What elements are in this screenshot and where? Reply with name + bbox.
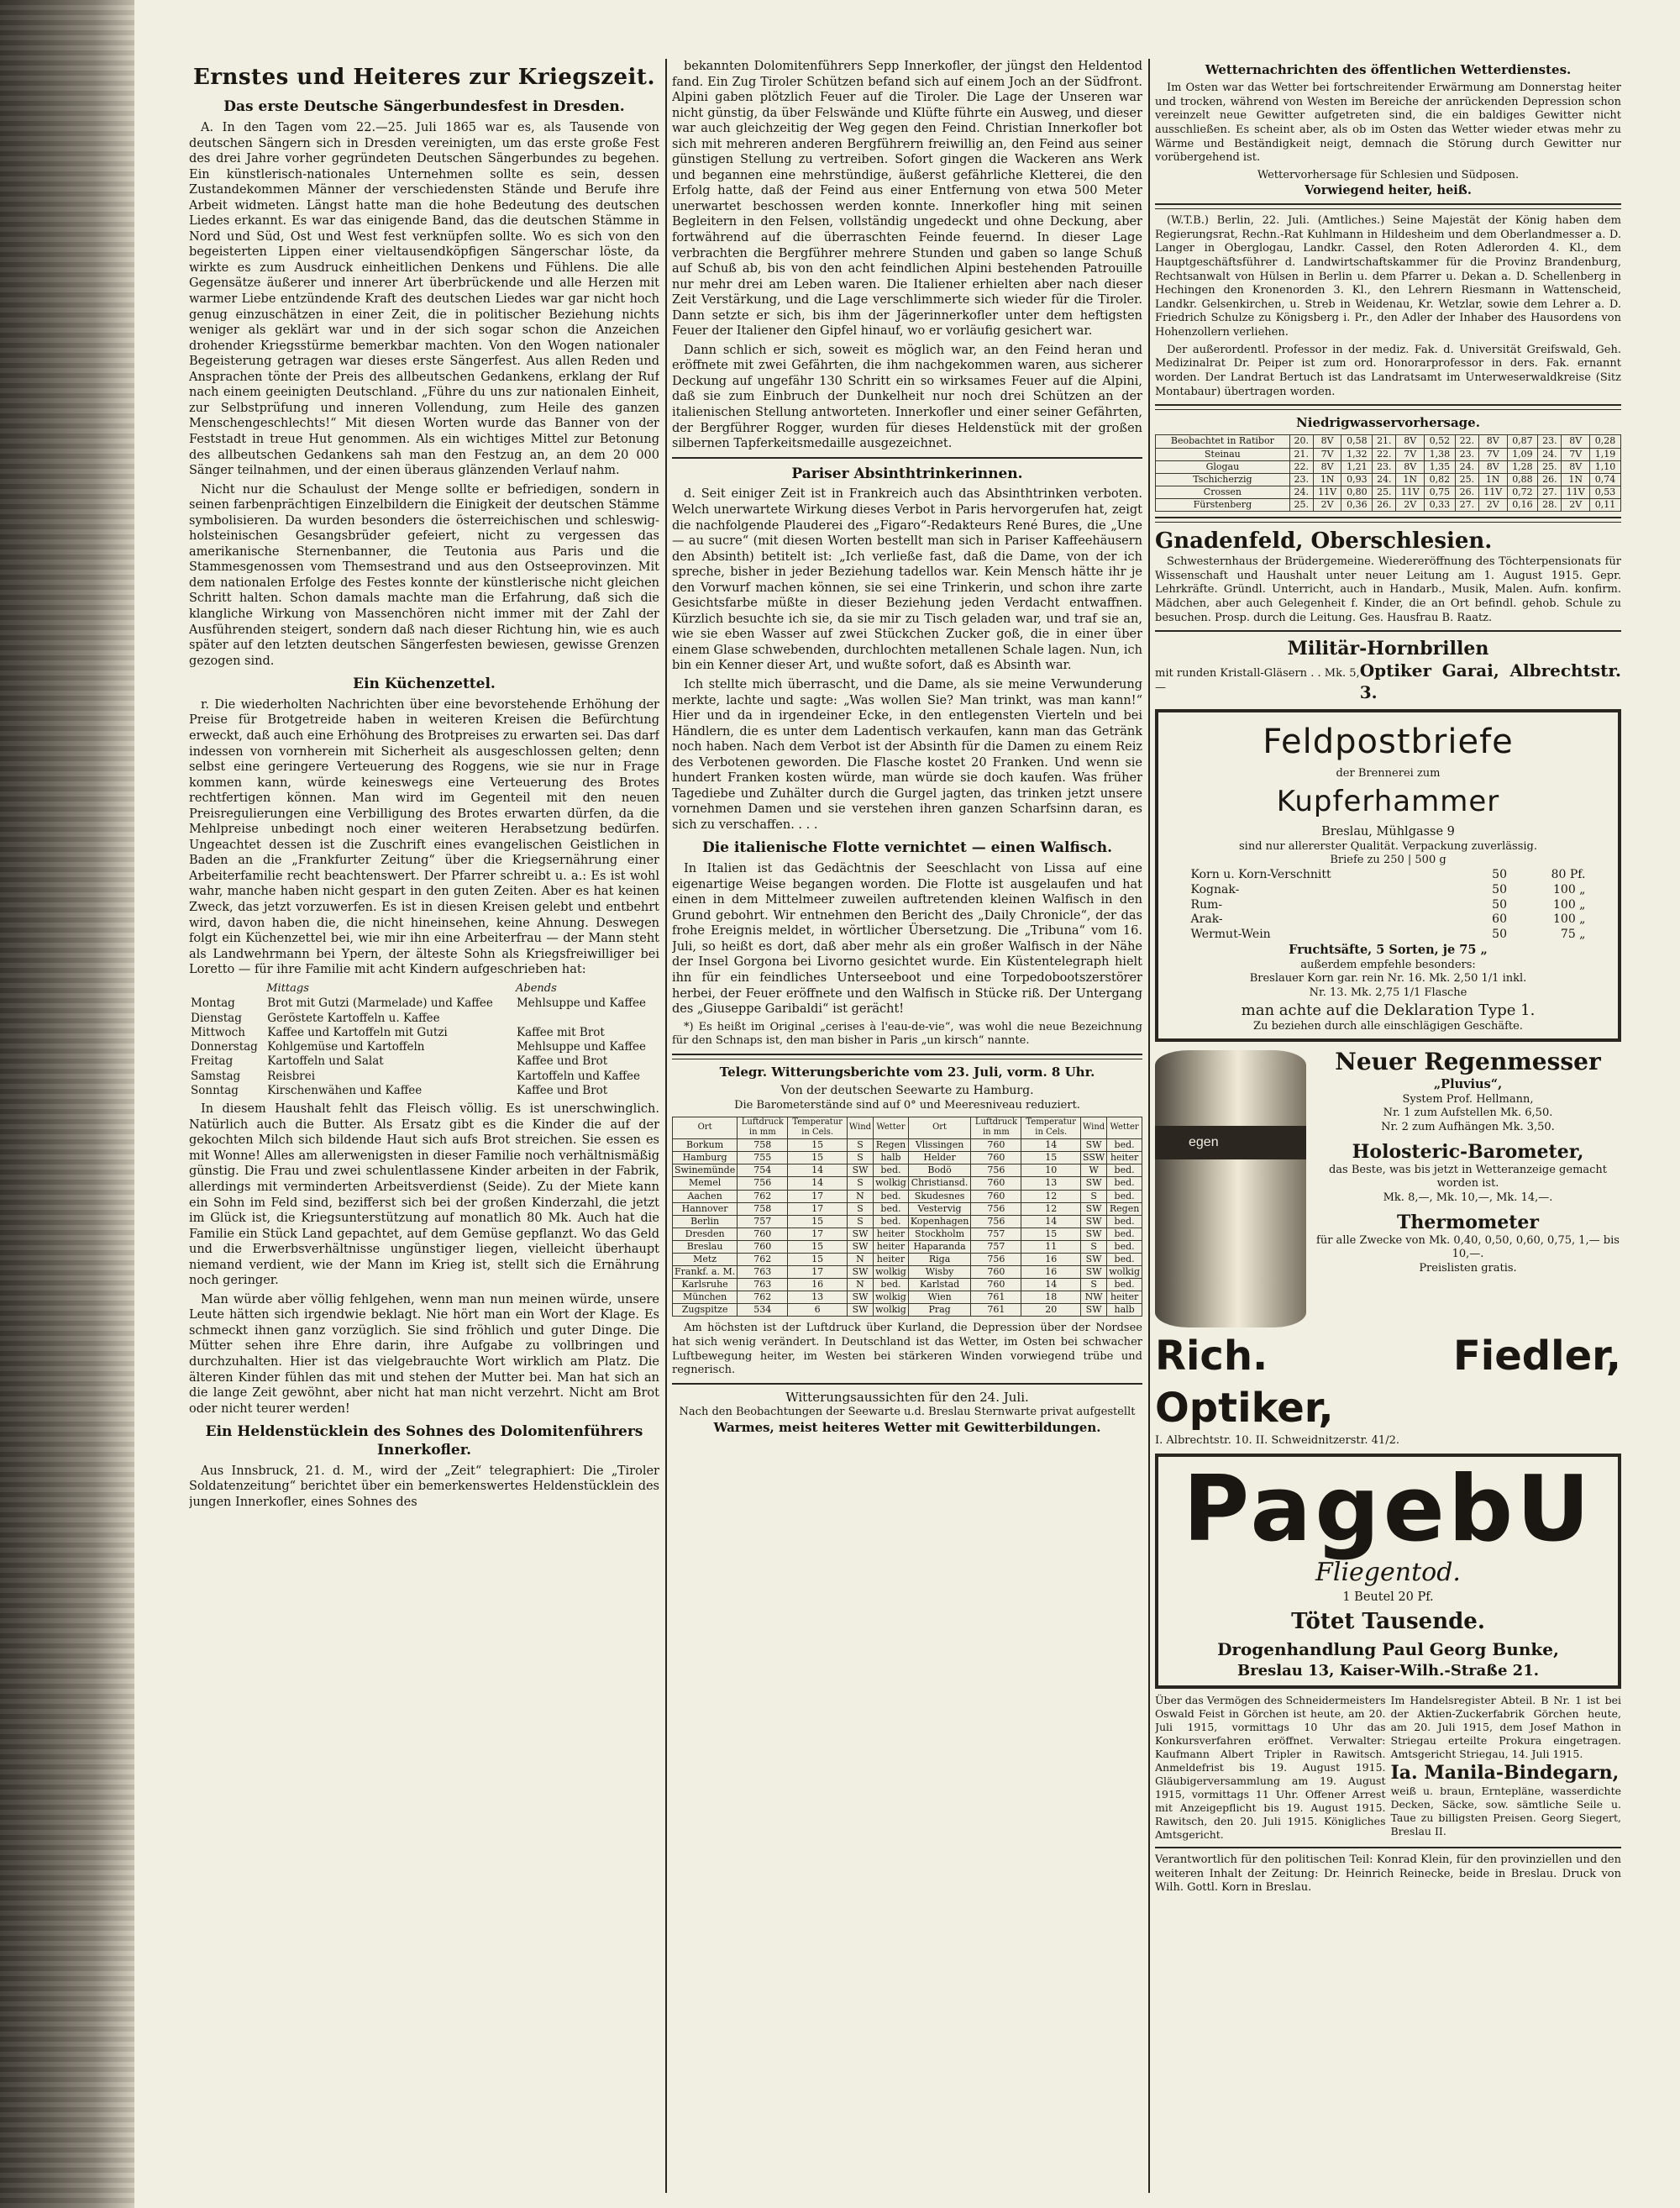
column-rule: [665, 59, 667, 2193]
thermometer-list: Preislisten gratis.: [1419, 1262, 1517, 1275]
price-row: Korn u. Korn-Verschnitt 50 80 Pf.: [1190, 867, 1586, 881]
menu-row: Dienstag Geröstete Kartoffeln u. Kaffee: [191, 1011, 440, 1025]
divider: [672, 1383, 1142, 1385]
menu-header: Mittags: [266, 981, 309, 995]
divider: [1155, 517, 1621, 523]
menu-row: Freitag Kartoffeln und Salat Kaffee und Brot: [191, 1054, 608, 1069]
price-row: Wermut-Wein 50 75 „: [1190, 928, 1586, 942]
feldpost-shop: Zu beziehen durch alle einschlägigen Geschäfte.: [1253, 1019, 1523, 1033]
legal-notice: Über das Vermögen des Schneidermeisters Oswald Feist in Görchen ist heute, am 20. Juli 1915, vormittags 10 Uhr das Konkursverfahren eröffnet. Verwalter: Kaufmann Albert Tripler in Rawitsch. Anmeldefrist bis 19. August 1915. Gläubigerversammlung am 19. August 1915, vormittags 11 Uhr. Offener Arrest mit Anzeigepflicht bis 19. August 1915. Rawitsch, den 20. Juli 1915. Königliches Amtsgericht.: [1155, 1694, 1386, 1842]
weather-row: Swinemünde 754 14 SW bed. Bodö 756 10 W bed.: [673, 1164, 1142, 1177]
fiedler-name: Rich. Fiedler, Optiker,: [1155, 1333, 1621, 1432]
column-rule: [1148, 59, 1150, 2193]
menu-row: Sonntag Kirschenwähen und Kaffee Kaffee und Brot: [191, 1083, 608, 1097]
article-heading: Das erste Deutsche Sängerbundesfest in Dresden.: [223, 98, 625, 116]
thermometer-title: Thermometer: [1397, 1211, 1539, 1233]
article-paragraph: Nicht nur die Schaulust der Menge sollte er befriedigen, sondern in seinen farbenprächtigen Einzelbildern die Einigkeit der deutschen Stämme symbolisieren. Da wurden besonders die österreichischen und schleswig-holsteinischen Gesangsbrüder gefeiert, nicht zu vergessen das amerikanische Sternenbanner, die Teutonia aus Paris und die Stammesgenossen vom Themsestrand und aus den Ostseeprovinzen. Mit dem nationalen Erfolge des Festes konnte der künstlerische nicht gleichen Schritt halten. Schon damals machte man die Erfahrung, daß sich die klangliche Wirkung von Massenchören nicht immer mit der Zahl der Ausführenden steigert, sondern daß nach dieser Richtung hin, wie es auch später auf den letzten deutschen Sängerfesten bewiesen, gewisse Grenzen gezogen sind.: [189, 482, 659, 668]
weather-row: Hamburg 755 15 S halb Helder 760 15 SSW heiter: [673, 1152, 1142, 1164]
article-heading: Ein Küchenzettel.: [353, 676, 496, 693]
feldpost-prices: [1188, 868, 1589, 944]
weather-news-text: Im Osten war das Wetter bei fortschreitender Erwärmung am Donnerstag heiter und trocken, während von Westen im Bereiche der anrückenden Depression schon vereinzelt neue Gewitter aufgetreten sind, die ein baldiges Gewitter nicht ausschließen. Es scheint aber, als ob im Osten das Wetter wieder etwas mehr zu Wärme und Beständigkeit neigt, demnach die Störung durch Gewitter nur vorübergehend ist.: [1155, 81, 1621, 165]
low-water-title: Niedrigwasservorhersage.: [1296, 415, 1480, 431]
menu-header: Abends: [515, 981, 557, 995]
weather-row: Breslau 760 15 SW heiter Haparanda 757 11 S bed.: [673, 1240, 1142, 1253]
barometer-title: Holosteric-Barometer,: [1352, 1140, 1584, 1163]
barometer-prices: Mk. 8,—, Mk. 10,—, Mk. 14,—.: [1383, 1191, 1553, 1205]
hornbrillen-title: Militär-Hornbrillen: [1287, 638, 1489, 660]
weather-row: Aachen 762 17 N bed. Skudesnes 760 12 S bed.: [673, 1190, 1142, 1202]
legal-notice: Im Handelsregister Abteil. B Nr. 1 ist bei der Aktien-Zuckerfabrik Görchen heute, am 20. Juli 1915, dem Josef Mathon in Striegau erteilte Prokura eingetragen. Amtsgericht Striegau, 14. Juli 1915.: [1390, 1694, 1621, 1761]
divider: [1155, 630, 1621, 632]
divider: [1155, 404, 1621, 410]
low-water-row: Tschicherzig 23. 1N 0,93 24. 1N 0,82 25. 1N 0,88 26. 1N 0,74: [1156, 473, 1621, 486]
menu-table: [189, 981, 659, 1098]
legal-notices: [1155, 1694, 1621, 1842]
weather-summary: Am höchsten ist der Luftdruck über Kurland, die Depression über der Nordsee hat sich wenig verändert. In Deutschland ist das Wetter, im Osten bei schwacher Luftbewegung heiter, im Westen bei stärkeren Winden vorwiegend trübe und regnerisch.: [672, 1322, 1142, 1377]
weather-row: Memel 756 14 S wolkig Christiansd. 760 13 SW bed.: [673, 1177, 1142, 1190]
hornbrillen-shop: Optiker Garai, Albrechtstr. 3.: [1359, 660, 1621, 703]
column-2: [672, 59, 1142, 2193]
low-water-row: Beobachtet in Ratibor 20. 8V 0,58 21. 8V 0,52 22. 8V 0,87 23. 8V 0,28: [1156, 435, 1621, 448]
official-notice: (W.T.B.) Berlin, 22. Juli. (Amtliches.) Seine Majestät der König haben dem Regierungsrat, Rechn.-Rat Kuhlmann in Hildesheim und dem Oberlandmesser a. D. Langer in Oberglogau, Landkr. Cassel, den Roten Adlerorden 4. Kl., dem Hauptgeschäftsführer d. Landwirtschaftskammer für die Provinz Brandenburg, Rechtsanwalt von Hülsen in Berlin u. dem Pfarrer u. Dekan a. D. Schellenberg in Hechingen den Kronenorden 3. Kl., den Lehrern Riesmann in Wattenscheid, Landkr. Gelsenkirchen, u. Streb in Weidenau, Kr. Wetzlar, sowie dem Lehrer a. D. Friedrich Schulze zu Königsberg i. Pr., den Adler der Inhaber des Hausordens von Hohenzollern verliehen.: [1155, 214, 1621, 339]
feldpost-title: Feldpostbriefe: [1263, 722, 1514, 761]
imprint: Verantwortlich für den politischen Teil: Konrad Klein, für den provinziellen und den weiteren Inhalt der Zeitung: Dr. Heinrich Reinecke, beide in Breslau. Druck von Wilh. Gottl. Korn in Breslau.: [1155, 1853, 1621, 1895]
low-water-table: [1155, 434, 1621, 511]
article-paragraph: Aus Innsbruck, 21. d. M., wird der „Zeit“ telegraphiert: Die „Tiroler Soldatenzeitung“ berichtet über ein bemerkenswertes Heldenstücklein des jungen Innerkofler, eines Sohnes des: [189, 1464, 659, 1509]
pagebu-logo: PagebU: [1183, 1456, 1593, 1562]
regenmesser-name: „Pluvius“,: [1433, 1077, 1503, 1092]
official-notice: Der außerordentl. Professor in der mediz. Fak. d. Universität Greifswald, Geh. Medizinalrat Dr. Peiper ist zum ord. Honorarprofessor in ders. Fak. ernannt worden. Der Landrat Bertuch ist das Landratsamt im Unterweserwaldkreise (Sitz Montabaur) übertragen worden.: [1155, 343, 1621, 398]
gnadenfeld-ad: [1155, 528, 1621, 625]
rain-gauge-image: egen: [1155, 1050, 1306, 1327]
low-water-row: Steinau 21. 7V 1,32 22. 7V 1,38 23. 7V 1,09 24. 7V 1,19: [1156, 448, 1621, 460]
weather-table: [672, 1117, 1142, 1317]
weather-row: Hannover 758 17 S bed. Vestervig 756 12 SW Regen: [673, 1202, 1142, 1215]
thermometer-text: für alle Zwecke von Mk. 0,40, 0,50, 0,60, 0,75, 1,— bis 10,—.: [1316, 1233, 1620, 1261]
weather-report-note: Die Barometerstände sind auf 0° und Meeresniveau reduziert.: [734, 1099, 1080, 1112]
manila-title: Ia. Manila-Bindegarn,: [1390, 1762, 1620, 1785]
weather-row: Zugspitze 534 6 SW wolkig Prag 761 20 SW halb: [673, 1304, 1142, 1317]
feldpost-cols: Briefe zu 250 | 500 g: [1330, 854, 1446, 867]
hornbrillen-price: mit runden Kristall-Gläsern . . Mk. 5,—: [1155, 667, 1360, 695]
article-heading: Ein Heldenstücklein des Sohnes des Dolomitenführers Innerkofler.: [205, 1423, 643, 1459]
weather-report-title: Telegr. Witterungsberichte vom 23. Juli, vorm. 8 Uhr.: [719, 1064, 1095, 1080]
feldpost-b1: Breslauer Korn gar. rein Nr. 16. Mk. 2,50 1/1 inkl.: [1249, 972, 1527, 986]
pagebu-subtitle: Fliegentod.: [1315, 1558, 1461, 1588]
feldpost-address: Breslau, Mühlgasse 9: [1321, 824, 1455, 839]
gnadenfeld-text: Schwesternhaus der Brüdergemeine. Wiedereröffnung des Töchterpensionats für Wissenschaft und Haushalt unter neuer Leitung am 1. August 1915. Gepr. Lehrkräfte. Gründl. Unterricht, auch in Handarb., Musik, Malen. Aufn. konfirm. Mädchen, aber auch Gelegenheit f. Kinder, die an Ort befindl. gehob. Schule zu besuchen. Prosp. durch die Leitung. Ges. Hausfrau B. Raatz.: [1155, 555, 1621, 624]
article-paragraph: d. Seit einiger Zeit ist in Frankreich auch das Absinthtrinken verboten. Welch unerwartete Wirkung dieses Verbot in Paris hervorgerufen hat, zeigt die nachfolgende Plauderei des „Figaro“-Redakteurs René Bures, die „Une — au sucre“ (mit diesen Worten bestellt man sich in Pariser Kaffeehäusern den Absinth) betitelt ist: „Ich verließe fast, daß die Dame, von der ich spreche, bisher in jeder Beziehung tadellos war. Kein Mensch hätte ihr je den Vorwurf machen können, sie sei eine Trinkerin, und schon ihre zarte Gesichtsfarbe müßte in dieser Beziehung jeden Verdacht entwaffnen. Kürzlich besuchte ich sie, da sie mir zu Tisch geladen war, und traf sie an, wie sie eben Wasser auf zwei Stückchen Zucker goß, die in einer über einem Glase schwebenden, durchlochten metallenen Schale lagen. Nun, ich bin ein Kenner dieser Art, und wußte sofort, daß es Absinth war.: [672, 487, 1142, 673]
menu-row: Montag Brot mit Gutzi (Marmelade) und Kaffee Mehlsuppe und Kaffee: [191, 996, 647, 1011]
article-paragraph: bekannten Dolomitenführers Sepp Innerkofler, der jüngst den Heldentod fand. Ein Zug Tiroler Schützen befand sich auf einem Joch an der Südfront. Alpini gaben plötzlich Feuer auf die Tiroler. Die Lage der Unseren war nicht günstig, da über Felswände und Klüfte führte ein Ausweg, und dieser war auch gleichzeitig der Weg gegen den Feind. Christian Innerkofler bot sich mit mehreren anderen Bergführern freiwillig an, den Feind aus seiner günstigen Stellung zu vertreiben. Sofort gingen die Wackeren ans Werk und begannen eine mehrstündige, äußerst gefährliche Kletterei, die den Erfolg hatte, daß der Feind aus einer Entfernung von etwa 500 Meter unerwartet beschossen werden konnte. Innerkofler hing mit seinen Begleitern in den Felsen, vollständig ungedeckt und ohne Deckung, aber fortwährend auf die überraschten Feinde feuernd. In dieser Lage verbrachten die Bergführer mehrere Stunden und gaben so lange Schuß auf Schuß ab, bis von den acht feindlichen Alpini bestehenden Patrouille nur mehr drei am Leben waren. Die Italiener erhielten aber nach dieser Zeit Verstärkung, und die Lage verschlimmerte sich wieder für die Tiroler. Dann setzte er sich, bis ihm der Jägerinnerkofler unter dem heftigsten Feuer der Italiener den Gipfel hinauf, wo er vorläufig gesichert war.: [672, 60, 1142, 339]
weather-row: Metz 762 15 N heiter Riga 756 16 SW bed.: [673, 1253, 1142, 1265]
fiedler-address: I. Albrechtstr. 10. II. Schweidnitzerstr. 41/2.: [1155, 1434, 1399, 1448]
feldpost-fruit: Fruchtsäfte, 5 Sorten, je 75 „: [1289, 943, 1488, 958]
weather-row: München 762 13 SW wolkig Wien 761 18 NW heiter: [673, 1291, 1142, 1304]
weather-report-subtitle: Von der deutschen Seewarte zu Hamburg.: [780, 1084, 1034, 1098]
manila-text: weiß u. braun, Erntepläne, wasserdichte Decken, Säcke, sow. sämtliche Seile u. Taue zu billigsten Preisen. Georg Siegert, Breslau II.: [1390, 1785, 1621, 1838]
feldpost-name: Kupferhammer: [1276, 785, 1500, 819]
feldpost-note: sind nur allererster Qualität. Verpackung zuverlässig.: [1239, 839, 1537, 853]
fiedler-ad: [1155, 1047, 1621, 1448]
regenmesser-system: System Prof. Hellmann,: [1402, 1092, 1534, 1106]
feldpost-subtitle: der Brennerei zum: [1336, 766, 1441, 780]
low-water-row: Crossen 24. 11V 0,80 25. 11V 0,75 26. 11V 0,72 27. 11V 0,53: [1156, 486, 1621, 498]
page-title: Ernstes und Heiteres zur Kriegszeit.: [193, 65, 655, 90]
divider: [1155, 1847, 1621, 1848]
article-paragraph: r. Die wiederholten Nachrichten über eine bevorstehende Erhöhung der Preise für Brotgetreide haben in weiteren Kreisen die Befürchtung erweckt, daß auch eine Erhöhung des Brotpreises zu erwarten sei. Das darf indessen von vornherein mit Sicherheit als ausgeschlossen gelten; denn selbst eine geringere Verteuerung des Roggens, wie sie nur in Frage kommen kann, würde keineswegs eine Verteuerung des Brotes rechtfertigen können. Man wird im Gegenteil mit den neuen Preisregulierungen eine Verbilligung des Brotes erwarten dürfen, da die Mehlpreise unbedingt noch einer weiteren Herabsetzung bedürfen. Ungeachtet dessen ist die Zuschrift eines evangelischen Geistlichen in Baden an die „Frankfurter Zeitung“ über die Kriegsernährung einer Arbeiterfamilie recht beachtenswert. Der Pfarrer schreibt u. a.: Es ist wohl wahr, manche haben nicht gespart in den guten Zeiten. Aber es hat keinen Zweck, das jetzt vorzuwerfen. Es ist in diesen Kreisen gelebt und entbehrt wird, davon haben die, die nicht hineinsehen, keine Ahnung. Deswegen folgt ein Küchenzettel bei, wie mir ihn eine Arbeiterfrau — der Mann steht als Landwehrmann bei Ypern, der älteste Sohn als Kriegsfreiwilliger bei Loretto — für ihre Familie mit acht Kindern aufgeschrieben hat:: [189, 697, 659, 977]
low-water-row: Glogau 22. 8V 1,21 23. 8V 1,35 24. 8V 1,28 25. 8V 1,10: [1156, 460, 1621, 473]
price-row: Rum- 50 100 „: [1190, 897, 1586, 912]
low-water-row: Fürstenberg 25. 2V 0,36 26. 2V 0,33 27. 2V 0,16 28. 2V 0,11: [1156, 498, 1621, 511]
gnadenfeld-title: Gnadenfeld, Oberschlesien.: [1155, 528, 1493, 554]
article-heading: Pariser Absinthtrinkerinnen.: [791, 465, 1023, 482]
weather-header-row: Ort Luftdruck in mm Temperatur in Cels. Wind Wetter Ort Luftdruck in mm Temperatur in Cels. Wind Wetter: [673, 1117, 1142, 1139]
article-paragraph: In Italien ist das Gedächtnis der Seeschlacht von Lissa auf eine eigenartige Weise begangen worden. Die Flotte ist ausgelaufen und hat einen in dem Mittelmeer zuweilen auftretenden kleinen Walfisch in den Grund gebohrt. Wir entnehmen den Bericht des „Daily Chronicle“, der das frohe Ereignis meldet, in wörtlicher Übersetzung. Die „Tribuna“ vom 16. Juli, so heißt es dort, daß aber mehr als ein großer Walfisch in der Nähe der Insel Gorgona bei Livorno gesichtet wurde. Ein Küstentelegraph hielt ihn für ein feindliches Unterseeboot und eine Torpedobootszerstörer herbei, der Feuer eröffnete und den Walfisch in Stücke riß. Der Untergang des „Giuseppe Garibaldi“ ist gerächt!: [672, 862, 1142, 1017]
pagebu-price: 1 Beutel 20 Pf.: [1342, 1590, 1434, 1604]
menu-row: Donnerstag Kohlgemüse und Kartoffeln Mehlsuppe und Kaffee: [191, 1040, 647, 1054]
forecast-source: Nach den Beobachtungen der Seewarte u.d. Breslau Sternwarte privat aufgestellt: [679, 1406, 1136, 1419]
forecast-title: Witterungsaussichten für den 24. Juli.: [785, 1389, 1029, 1405]
regenmesser-price-1: Nr. 1 zum Aufstellen Mk. 6,50.: [1383, 1107, 1553, 1120]
article-paragraph: Dann schlich er sich, soweit es möglich war, an den Feind heran und eröffnete mit zwei Gefährten, die ihm nachgekommen waren, aus sicherer Deckung auf ungefähr 130 Schritt ein so wirksames Feuer auf die Alpini, daß sie zum Einbruch der Dunkelheit nur noch drei Schützen an der italienischen Stellung antworteten. Innerkofler und einer seiner Gefährten, der Bergführer Rogger, wurden für dieses Heldenstück mit der großen silbernen Tapferkeitsmedaille ausgezeichnet.: [672, 343, 1142, 451]
weather-row: Berlin 757 15 S bed. Kopenhagen 756 14 SW bed.: [673, 1215, 1142, 1228]
article-paragraph: A. In den Tagen vom 22.—25. Juli 1865 war es, als Tausende von deutschen Sängern sich in Dresden vereinigten, um das erste große Fest des drei Jahre vorher gegründeten Deutschen Sängerbundes zu begehen. Ein künstlerisch-nationales Unternehmen sollte es sein, dessen Zustandekommen Männer der verschiedensten Stände und Berufe ihre Arbeit widmeten. Längst hatte man die hohe Bedeutung des deutschen Liedes erkannt. Es war das einigende Band, das die deutschen Stämme in Nord und Süd, Ost und West fest verknüpfen sollte. Wo es sich von den begeisterten Lippen einer vieltausendköpfigen Sängerschar löste, da wirkte es zum Ausdruck einheitlichen Denkens und Fühlens. Die alle Gegensätze äußerer und innerer Art überbrückende und alle Herzen mit warmer Liebe entzündende Kraft des deutschen Liedes war gar nicht hoch genug einzuschätzen in einer Zeit, die in politischer Beziehung nichts weniger als geklärt war und in der sich sogar schon die Anzeichen drohender Kriegsstürme bemerkbar machten. Von den Wogen nationaler Begeisterung getragen war dieses erste Sängerfest. Aus allen Reden und Ansprachen tönte der Preis des allbeutschen Gedankens, erklang der Ruf nach einem geeinigten Deutschland. „Führe du uns zur nationalen Einheit, zur Selbstprüfung und inneren Vollendung, zum Heile des ganzen Menschengeschlechts!“ Mit diesen Worten wurde das Banner von der Feststadt in treue Hut genommen. Als ein wichtiges Mittel zur Betonung des allbeutschen Gedankens sah man den Festzug an, an dem 20 000 Sänger teilnahmen, und der einen überaus glänzenden Verlauf nahm.: [189, 121, 659, 478]
pagebu-address: Breslau 13, Kaiser-Wilh.-Straße 21.: [1237, 1662, 1539, 1680]
hornbrillen-ad: [1155, 637, 1621, 703]
weather-row: Borkum 758 15 S Regen Vlissingen 760 14 SW bed.: [673, 1139, 1142, 1152]
divider: [1155, 203, 1621, 209]
weather-news-title: Wetternachrichten des öffentlichen Wetterdienstes.: [1205, 62, 1572, 77]
article-paragraph: In diesem Haushalt fehlt das Fleisch völlig. Es ist unerschwinglich. Natürlich auch die Butter. Als Ersatz gibt es die Kinder die auf der gekochten Milch sich bildende Haut sich aufs Brot streichen. Sie essen es mit Wonne! Alles am allerwenigsten in dieser Familie noch verhältnismäßig günstig. Die Frau und zwei schulentlassene Kinder arbeiten in der Fabrik, allerdings mit verminderten Arbeitsverdienst (Seide). Zu der Miete kann ein Sohn im Feld sind, bezifferst sich bei der großen Kinderzahl, die jetzt im Glück ist, die Kriegsunterstützung auf monatlich 80 Mk. Auch hat die Familie ein Stück Land gepachtet, auf dem Gemüse gepflanzt. Wo das Geld und die Erwerbsverhältnisse ungünstiger liegen, vielleicht überhaupt niemand verdient, wie der Mann im Krieg ist, stellt sich die Ernährung noch geringer.: [189, 1102, 659, 1288]
weather-news-forecast-label: Wettervorhersage für Schlesien und Südposen.: [1257, 168, 1520, 181]
feldpost-warning: man achte auf die Deklaration Type 1.: [1241, 1001, 1536, 1019]
footnote: *) Es heißt im Original „cerises à l'eau-de-vie“, was wohl die neue Bezeichnung für den Schnaps ist, den man bisher in Paris „un kirsch“ nannte.: [672, 1020, 1142, 1048]
price-row: Kognak- 50 100 „: [1190, 882, 1586, 896]
column-3: [1155, 59, 1621, 2193]
menu-header: [189, 981, 265, 997]
weather-row: Karlsruhe 763 16 N bed. Karlstad 760 14 S bed.: [673, 1279, 1142, 1291]
regenmesser-price-2: Nr. 2 zum Aufhängen Mk. 3,50.: [1381, 1120, 1555, 1133]
divider: [672, 1054, 1142, 1059]
weather-news-forecast: Vorwiegend heiter, heiß.: [1305, 182, 1472, 197]
menu-row: Mittwoch Kaffee und Kartoffeln mit Gutzi Kaffee mit Brot: [191, 1025, 605, 1039]
divider: [672, 457, 1142, 459]
article-paragraph: Man würde aber völlig fehlgehen, wenn man nun meinen würde, unsere Leute hätten sich irgendwie beklagt. Nie hört man ein Wort der Klage. Es schmeckt ihnen ganz vorzüglich. Sie sind fröhlich und guter Dinge. Die Mütter sehen ihre Ehre darin, ihre Aufgabe zu vollbringen und durchzuhalten. Hier ist das vielgebrauchte Wort wirklich am Platz. Die älteren Kinder fühlen das mit und stehen der Mutter bei. Man hat sich an die lange Zeit gewöhnt, aber nicht hat man nicht verzehrt. Nicht am Brot oder nicht teurer werden!: [189, 1292, 659, 1416]
weather-row: Frankf. a. M. 763 17 SW wolkig Wisby 760 16 SW wolkig: [673, 1266, 1142, 1279]
feldpost-also: außerdem empfehle besonders:: [1300, 958, 1476, 971]
barometer-text: das Beste, was bis jetzt in Wetteranzeige gemacht worden ist.: [1328, 1163, 1608, 1191]
article-paragraph: Ich stellte mich überrascht, und die Dame, als sie meine Verwunderung merkte, lachte und sagte: „Was wollen Sie? Man trinkt, was man kann!“ Hier und da in irgendeiner Ecke, in den entlegensten Vierteln und bei Händlern, die es unter dem Ladentisch verkaufen, kann man das Getränk noch haben. Nach dem Verbot ist der Absinth für die Damen zu einem Reiz des Verbotenen geworden. Die Flasche kostet 20 Franken. Und wenn sie hundert Franken kosten würde, man würde sie doch kaufen. Was früher Tagediebe und Zuhälter durch die Gurgel jagten, das trinken jetzt unsere vornehmen Damen und sie verstehen ihren ganzen Scharfsinn daran, es sich zu verschaffen. . . .: [672, 677, 1142, 832]
forecast-text: Warmes, meist heiteres Wetter mit Gewitterbildungen.: [713, 1419, 1101, 1435]
price-row: Arak- 60 100 „: [1190, 912, 1586, 927]
feldpost-b2: Nr. 13. Mk. 2,75 1/1 Flasche: [1309, 986, 1467, 1000]
feldpostbriefe-ad: [1155, 709, 1621, 1043]
pagebu-claim: Tötet Tausende.: [1291, 1609, 1485, 1635]
weather-row: Dresden 760 17 SW heiter Stockholm 757 15 SW bed.: [673, 1228, 1142, 1240]
book-binding: [0, 0, 134, 2208]
regenmesser-title: Neuer Regenmesser: [1335, 1048, 1601, 1076]
menu-row: Samstag Reisbrei Kartoffeln und Kaffee: [191, 1069, 641, 1083]
article-heading: Die italienische Flotte vernichtet — einen Walfisch.: [701, 839, 1113, 857]
pagebu-ad: [1155, 1454, 1621, 1689]
pagebu-shop: Drogenhandlung Paul Georg Bunke,: [1217, 1639, 1559, 1660]
column-1: [189, 59, 659, 2193]
